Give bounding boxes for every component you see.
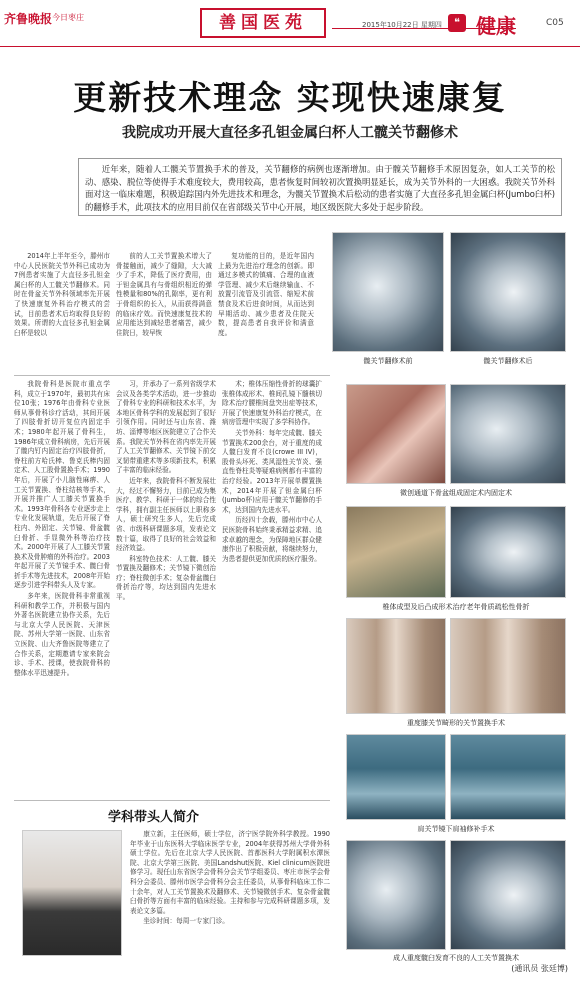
edition-name: 今日枣庄 [52,13,84,22]
profile-divider [14,800,330,801]
subheadline: 我院成功开展大直径多孔钽金属臼杯人工髋关节翻修术 [122,125,458,141]
page-number: C05 [546,18,564,28]
photo-caption: 髋关节翻修术前 [363,357,413,365]
profile-title: 学科带头人简介 [108,810,200,825]
article-col-6 [222,380,322,790]
article-paragraph: 科室特色技术：人工髋、膝关节置换及翻修术；关节镜下微创治疗；脊柱微创手术；复杂骨盆髋臼骨折治疗等，均达到国内先进水平。 [116,554,216,602]
surgery-photo-a [346,384,446,484]
article-paragraph: 我院骨科是医院市重点学科，成立于1970年，最初共有床位10张；1976年由骨科专业医师从事骨科诊疗活动，其间开展了四肢骨折切开复位内固定手术；1980年起开展了骨科生，1986年成立骨科病房，先后开展了髋内钉内固定治疗四肢骨折，脊柱前方哈氏棒、鲁克氏棒内固定术、人工股骨置换手术；1990年后，开展了小儿脑性麻痹、人工关节置换、脊柱结核等手术，开展并推广人工膝关节置换手术。1993年骨科各专业逐步走上专业化发展轨道，先后开展了脊柱内、外固定、关节镜、骨盆髋臼骨折、手显微外科等治疗技术。2000年开展了人工膝关节置换术及骨肿瘤的外科治疗。2003年起开展了关节镜手术、髋臼骨折手术等先进技术，2008年开始逐步引进学科带头人及专家。 [14,380,110,590]
article-paragraph: 历经四十余载，滕州市中心人民医院骨科始终秉承精益求精、追求卓越的理念，为保障地区群众健康作出了积极贡献，将继续努力，为患者提供更加优质的医疗服务。 [222,516,322,563]
vertebroplasty-xray-photo [450,506,566,598]
knee-deformity-photo-a [346,618,446,714]
photo-caption: 重度膝关节畸形的关节置换手术 [407,719,505,727]
arthroscopy-team-photo [346,734,446,820]
article-col-2: 前的人工关节置换术增大了骨接触面，减少了缝隙，大大减少了手术，降低了医疗费用，由于钽金属具有与骨组织相近的弹性模量和80%的孔隙率，更有利于骨组织的长入，从而获得满意的临床疗效。而快速康复技术的应用能达到减轻患者痛苦，减少住院日，较早恢 [116,252,212,337]
article-col-5 [116,380,216,790]
newspaper-logo: 齐鲁晚报 [4,12,53,26]
arthroscopy-screen-photo [450,734,566,820]
article-paragraph: 术；椎体压缩性骨折的球囊扩张椎体成形术、椎间孔镜下髓核切除术治疗腰椎间盘突出症等技术，开展了快速康复外科治疗模式，在病房管理中实现了多学科协作。 [222,380,322,427]
article-col-3: 复功能的目的，是近年国内上最为先进治疗理念的创新。即通过多模式的镇痛、合理的血液学管理、减少术后继续输血、不放置引流管及引流管、缩短术前禁食及术后进食时间，从而达到早期活动、减少患者及住院天数，提高患者自我评价和满意度。 [218,252,314,337]
article-paragraph: 多年来，医院骨科非常重视科研和教学工作，并积极与国内外著名医院建立协作关系，先后与北京大学人民医院、天津医院、苏州大学第一医院、山东省立医院、山大齐鲁医院等建立了合作关系，定期邀请专家来院会诊、手术、授课，使我院骨科的整体水平迅速提升。 [14,592,110,677]
hip-dysplasia-xray-b [450,840,566,950]
photo-caption: 成人重度髋臼发育不良的人工关节置换术 [393,954,519,962]
article-paragraph: 近年来，我院骨科不断发展壮大，经过不懈努力，目前已成为集医疗、教学、科研于一体的综合性学科，拥有副主任医师以上职称多人，硕士研究生多人，先后完成省、市级科研课题多项，发表论文数十篇，取得了良好的社会效益和经济效益。 [116,476,216,553]
photo-caption: 微创通道下骨盆组成固定术内固定术 [400,489,512,497]
photo-caption: 肩关节镜下肩袖修补手术 [417,825,495,833]
lead-paragraph: 近年来，随着人工髋关节置换手术的普及，关节翻修的病例也逐渐增加。由于髋关节翻修手术原因复杂，如人工关节的松动、感染、脱位等使得手术难度较大，费用较高，患者恢复时间较初次置换明显延长，成为关节外科的一大困惑。我院关节外科面对这一临床难题，积极追踪国内外先进技术和理念，为髋关节置换术后松动的患者实施了大直径多孔钽金属臼杯(Jumbo臼杯)的翻修手术，此项技术的应用目前仅在省部级关节中心开展，地区级医院大多处于起步阶段。 [78,158,562,216]
section-divider [14,375,330,376]
surgery-xray-photo [450,384,566,484]
photo-caption: 髋关节翻修术后 [483,357,533,365]
issue-date: 2015年10月22日 星期四 [362,21,442,29]
xray-after-photo [450,232,566,352]
knee-deformity-photo-b [450,618,566,714]
speech-bubble-icon: ❝ [448,14,466,32]
article-paragraph: 习，并承办了一系列省级学术会议及各类学术活动，进一步推动了骨科专业的科研和技术水平，为本地区骨科学科的发展起到了很好引领作用。同时还与山东省、潍坊、淄博等地区医院建立了合作关系。我院关节外科在省内率先开展了人工关节翻修术、关节镜下前交叉韧带重建术等多项新技术，积累了丰富的临床经验。 [116,380,216,475]
section-name: 健康 [476,14,516,38]
hip-dysplasia-xray-a [346,840,446,950]
column-title: 善国医苑 [200,8,326,38]
profile-hours: 坐诊时间：每周一专家门诊。 [143,917,229,926]
profile-bio: 康立新，主任医师，硕士学位，济宁医学院外科学教授。1990年毕业于山东医科大学临床医学专业，2004年获得苏州大学骨外科硕士学位。先后在北京大学人民医院、首都医科大学附属积水潭医院、北京大学第三医院、美国Landshut医院、Kiel clinicum医院进修学习。现任山东省医学会骨科分会关节学组委员、枣庄市医学会骨科分会委员、滕州市医学会骨科分会主任委员，从事骨科临床工作二十余年，对人工关节置换术及翻修术、关节镜微创手术、复杂骨盆髋臼骨折等方面有丰富的临床经验。主持和参与完成科研课题多项，发表论文多篇。 [130,830,330,915]
masthead [0,0,580,46]
article-paragraph: 关节外科：每年完成髋、膝关节置换术200余台，对于重度的成人髋臼发育不良(crowe III IV)，股骨头坏死、类风湿性关节炎、强直性脊柱炎等疑难病例都有丰富的治疗经验。2013年开展单髁置换术，2014年开展了钽金属臼杯(Jumbo杯)应用于髋关节翻修的手术，达到国内先进水平。 [222,428,322,514]
article-col-4 [14,380,110,790]
article-col-1: 2014年上半年至今，滕州市中心人民医院关节外科已成功为7例患者实施了大直径多孔钽金属臼杯的人工髋关节翻修术。同时在骨盆关节外科领域率先开展了快速康复外科治疗模式的尝试，目前患者术后均取得良好的效果。所谓的大直径多孔钽金属臼杯是较以 [14,252,110,337]
leader-portrait [22,830,122,956]
photo-caption: 椎体成型及后凸成形术治疗老年骨质疏松性骨折 [382,603,530,611]
credit-line: (通讯员 张廷博) [511,964,568,973]
xray-before-photo [332,232,444,352]
headline: 更新技术理念 实现快速康复 [73,78,507,117]
masthead-divider [0,46,580,47]
vertebroplasty-photo-a [346,506,446,598]
profile-text [130,830,330,950]
